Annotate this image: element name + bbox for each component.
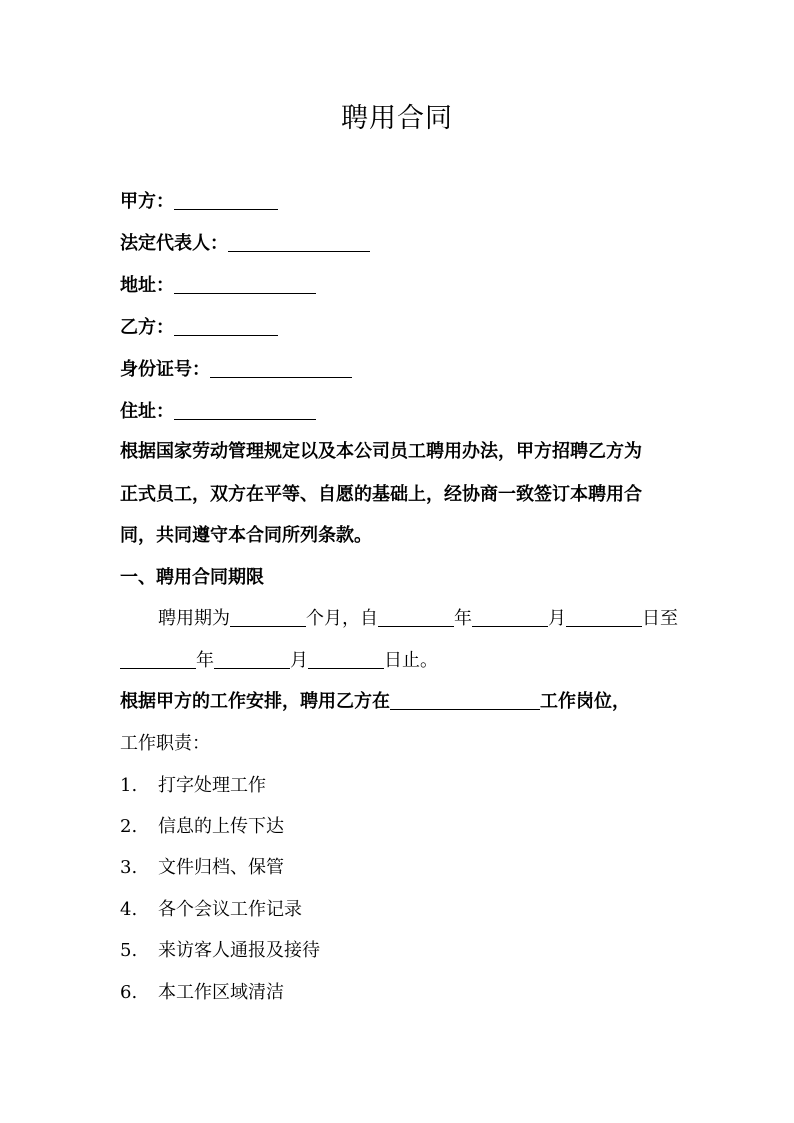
- duties-label: 工作职责：: [120, 733, 210, 754]
- list-item: [120, 856, 284, 880]
- address-label: 地址：: [120, 275, 174, 296]
- post-blank: [390, 691, 540, 710]
- start-month-blank: [472, 608, 548, 627]
- months-blank: [230, 608, 306, 627]
- party-a-line: [120, 190, 278, 214]
- year-label-1: 年: [454, 608, 472, 629]
- end-day-blank: [308, 650, 384, 669]
- residence-line: [120, 400, 316, 424]
- id-number-label: 身份证号：: [120, 359, 210, 380]
- party-b-label: 乙方：: [120, 317, 174, 338]
- list-item-text: 各个会议工作记录: [158, 899, 302, 920]
- post-line: [120, 690, 630, 714]
- intro-line-1: 根据国家劳动管理规定以及本公司员工聘用办法，甲方招聘乙方为: [120, 441, 642, 462]
- list-item: [120, 815, 284, 839]
- list-item: [120, 981, 284, 1005]
- list-item: [120, 939, 320, 963]
- end-year-blank: [120, 650, 196, 669]
- party-b-blank: [174, 317, 278, 336]
- id-number-blank: [210, 359, 352, 378]
- months-label: 个月，自: [306, 608, 378, 629]
- party-a-blank: [174, 191, 278, 210]
- start-day-blank: [566, 608, 642, 627]
- residence-blank: [174, 401, 316, 420]
- year-label-2: 年: [196, 650, 214, 671]
- post-suffix: 工作岗位，: [540, 691, 630, 712]
- list-item-number: 6.: [120, 982, 138, 1003]
- end-month-blank: [214, 650, 290, 669]
- id-number-line: [120, 358, 352, 382]
- period-line-2: [120, 649, 438, 673]
- list-item: [120, 774, 266, 798]
- period-prefix: 聘用期为: [158, 608, 230, 629]
- document-title: 聘用合同: [341, 103, 453, 134]
- party-b-line: [120, 316, 278, 340]
- legal-rep-line: [120, 232, 370, 256]
- start-year-blank: [378, 608, 454, 627]
- day-to-label: 日至: [642, 608, 678, 629]
- intro-line-2: 正式员工，双方在平等、自愿的基础上，经协商一致签订本聘用合: [120, 484, 642, 505]
- list-item-text: 本工作区域清洁: [158, 982, 284, 1003]
- list-item-number: 1.: [120, 775, 138, 796]
- list-item-number: 2.: [120, 816, 138, 837]
- legal-rep-label: 法定代表人：: [120, 233, 228, 254]
- address-line: [120, 274, 316, 298]
- list-item-number: 3.: [120, 857, 138, 878]
- list-item-text: 来访客人通报及接待: [158, 940, 320, 961]
- post-prefix: 根据甲方的工作安排，聘用乙方在: [120, 691, 390, 712]
- list-item-number: 4.: [120, 899, 138, 920]
- list-item: [120, 898, 302, 922]
- month-label-2: 月: [290, 650, 308, 671]
- intro-line-3: 同，共同遵守本合同所列条款。: [120, 525, 372, 546]
- list-item-text: 信息的上传下达: [158, 816, 284, 837]
- period-line-1: [158, 607, 678, 631]
- list-item-text: 打字处理工作: [158, 775, 266, 796]
- party-a-label: 甲方：: [120, 191, 174, 212]
- residence-label: 住址：: [120, 401, 174, 422]
- address-blank: [174, 275, 316, 294]
- list-item-text: 文件归档、保管: [158, 857, 284, 878]
- list-item-number: 5.: [120, 940, 138, 961]
- legal-rep-blank: [228, 233, 370, 252]
- month-label-1: 月: [548, 608, 566, 629]
- day-end-label: 日止。: [384, 650, 438, 671]
- section1-heading: 一、聘用合同期限: [120, 567, 264, 588]
